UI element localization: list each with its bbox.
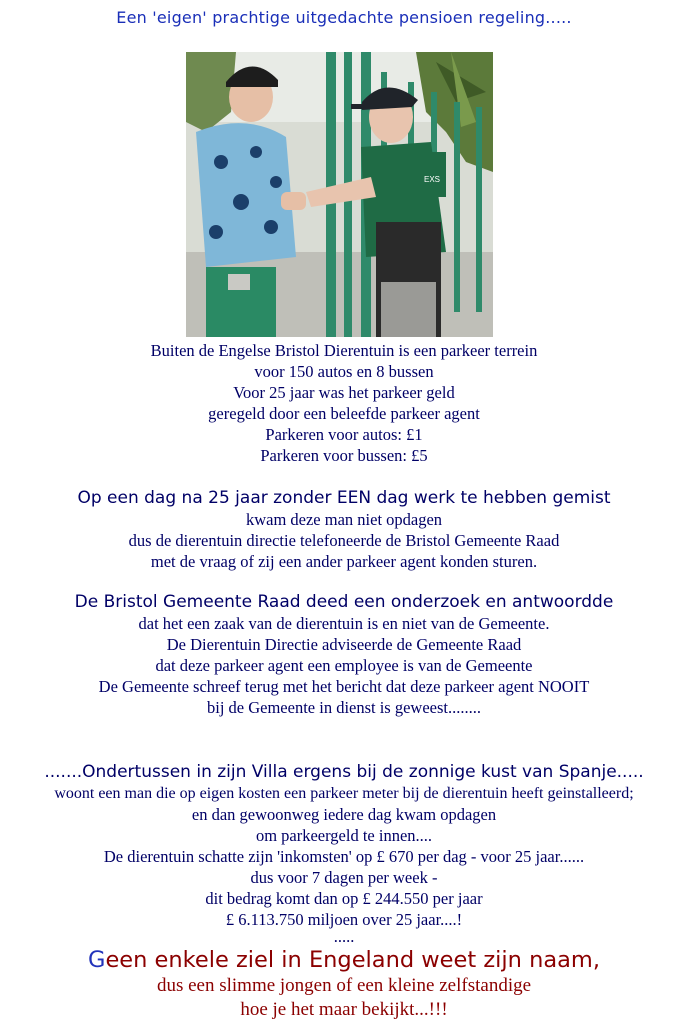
- intro-line: geregeld door een beleefde parkeer agent: [208, 404, 480, 423]
- body-line: dus de dierentuin directie telefoneerde de Bristol Gemeente Raad: [128, 531, 560, 550]
- body-line: £ 6.113.750 miljoen over 25 jaar....!: [225, 910, 463, 929]
- section-one-day: [0, 488, 688, 572]
- section-investigation: [0, 592, 688, 718]
- section-villa: [0, 762, 688, 944]
- body-line: om parkeergeld te innen....: [255, 826, 433, 845]
- section-closing: [0, 946, 688, 1022]
- body-line: De dierentuin schatte zijn 'inkomsten' op £ 670 per dag - voor 25 jaar......: [103, 847, 585, 866]
- closing-line: hoe je het maar bekijkt...!!!: [240, 999, 448, 1020]
- intro-line: Voor 25 jaar was het parkeer geld: [233, 383, 455, 402]
- body-line: dus voor 7 dagen per week -: [250, 868, 438, 887]
- body-line: woont een man die op eigen kosten een parkeer meter bij de dierentuin heeft geinstalleerd;: [54, 785, 634, 802]
- intro-line: Parkeren voor autos: £1: [265, 425, 423, 444]
- section-heading: Op een dag na 25 jaar zonder EEN dag werk te hebben gemist: [77, 488, 611, 508]
- intro-line: Parkeren voor bussen: £5: [260, 446, 428, 465]
- closing-headline: [0, 946, 688, 974]
- section-intro: [0, 340, 688, 466]
- section-heading: .......Ondertussen in zijn Villa ergens bij de zonnige kust van Spanje.....: [44, 762, 644, 782]
- closing-headline-text: een enkele ziel in Engeland weet zijn naam,: [105, 947, 600, 973]
- intro-line: Buiten de Engelse Bristol Dierentuin is een parkeer terrein: [150, 341, 538, 360]
- body-line: .....: [333, 927, 355, 946]
- svg-text:EXS: EXS: [424, 175, 441, 184]
- section-heading: De Bristol Gemeente Raad deed een onderzoek en antwoordde: [74, 592, 614, 612]
- closing-first-letter: G: [88, 947, 106, 973]
- body-line: bij de Gemeente in dienst is geweest........: [206, 698, 481, 717]
- body-line: De Gemeente schreef terug met het bericht dat deze parkeer agent NOOIT: [98, 677, 590, 696]
- body-line: met de vraag of zij een ander parkeer agent konden sturen.: [150, 552, 538, 571]
- closing-line: dus een slimme jongen of een kleine zelfstandige: [156, 975, 532, 996]
- body-line: dat deze parkeer agent een employee is van de Gemeente: [155, 656, 533, 675]
- body-line: dat het een zaak van de dierentuin is en niet van de Gemeente.: [138, 614, 550, 633]
- intro-line: voor 150 autos en 8 bussen: [254, 362, 434, 381]
- body-line: dit bedrag komt dan op £ 244.550 per jaar: [205, 889, 483, 908]
- body-line: De Dierentuin Directie adviseerde de Gemeente Raad: [166, 635, 522, 654]
- parking-attendant-photo: [186, 52, 493, 337]
- body-line: en dan gewoonweg iedere dag kwam opdagen: [191, 805, 497, 824]
- body-line: kwam deze man niet opdagen: [245, 510, 443, 529]
- page-title: Een 'eigen' prachtige uitgedachte pensioen regeling.....: [116, 8, 572, 27]
